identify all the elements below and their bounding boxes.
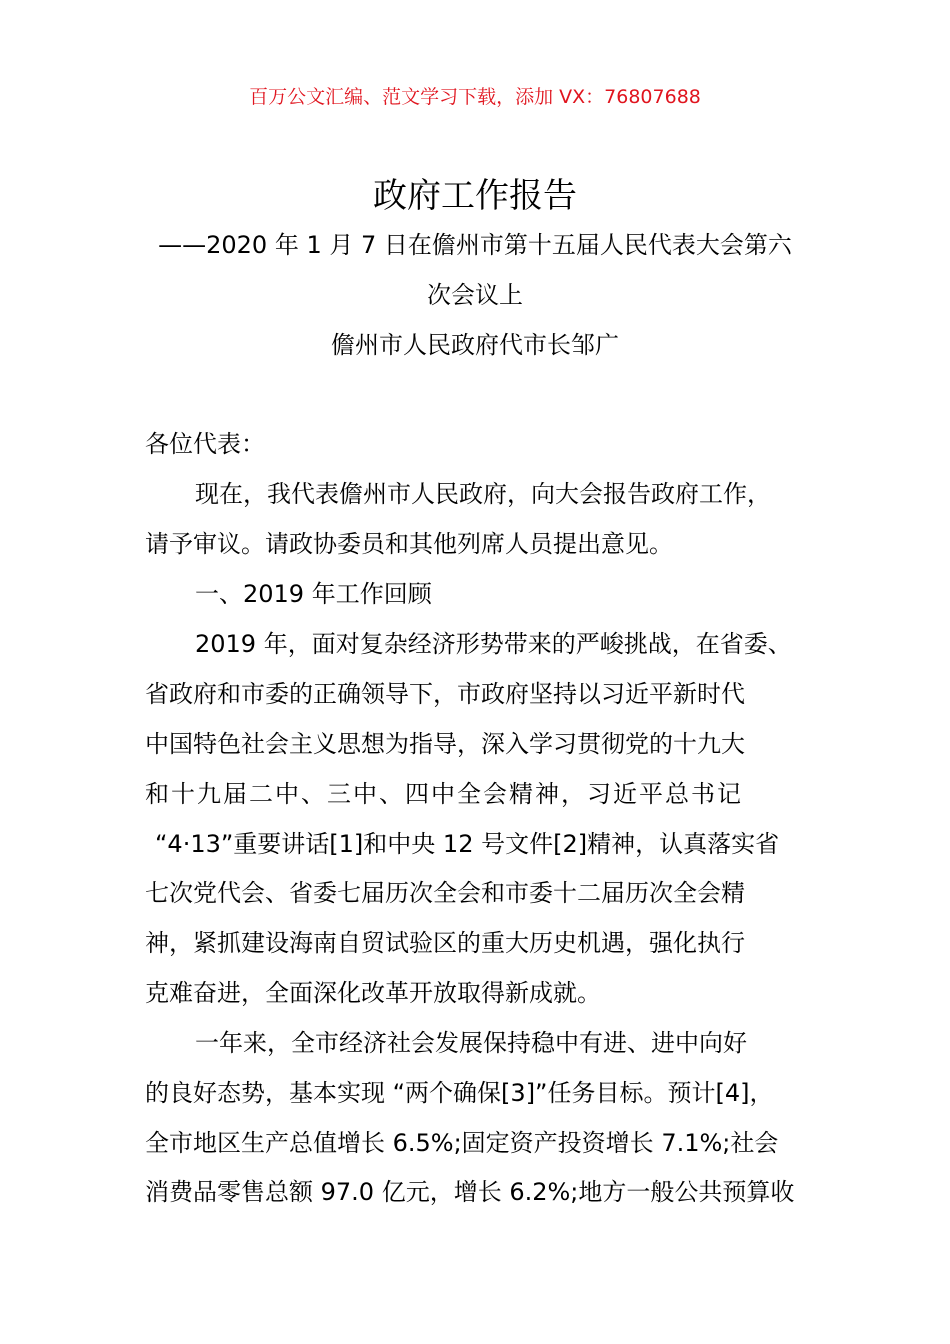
body-line: 消费品零售总额 97.0 亿元，增长 6.2%;地方一般公共预算收 bbox=[145, 1178, 795, 1206]
author-line: 儋州市人民政府代市长邹广 bbox=[331, 331, 619, 359]
body-line: 全市地区生产总值增长 6.5%;固定资产投资增长 7.1%;社会 bbox=[145, 1129, 779, 1157]
body-line: 中国特色社会主义思想为指导，深入学习贯彻党的十九大 bbox=[145, 730, 745, 758]
body-line: 请予审议。请政协委员和其他列席人员提出意见。 bbox=[145, 530, 673, 558]
section-heading: 一、2019 年工作回顾 bbox=[195, 580, 432, 608]
document-title: 政府工作报告 bbox=[373, 176, 577, 216]
subtitle-line: 次会议上 bbox=[427, 281, 523, 309]
body-line: “4·13”重要讲话[1]和中央 12 号文件[2]精神，认真落实省 bbox=[155, 830, 780, 858]
body-line: 的良好态势，基本实现 “两个确保[3]”任务目标。预计[4]， bbox=[145, 1079, 774, 1107]
body-line: 神，紧抓建设海南自贸试验区的重大历史机遇，强化执行 bbox=[145, 929, 745, 957]
body-line: 一年来，全市经济社会发展保持稳中有进、进中向好 bbox=[195, 1029, 747, 1057]
body-line: 省政府和市委的正确领导下，市政府坚持以习近平新时代 bbox=[145, 680, 745, 708]
subtitle-line: ——2020 年 1 月 7 日在儋州市第十五届人民代表大会第六 bbox=[158, 231, 792, 259]
body-line: 2019 年，面对复杂经济形势带来的严峻挑战，在省委、 bbox=[195, 630, 792, 658]
body-line: 克难奋进，全面深化改革开放取得新成就。 bbox=[145, 979, 601, 1007]
body-line: 现在，我代表儋州市人民政府，向大会报告政府工作， bbox=[195, 480, 771, 508]
download-notice: 百万公文汇编、范文学习下载，添加 VX：76807688 bbox=[249, 86, 701, 108]
body-line: 七次党代会、省委七届历次全会和市委十二届历次全会精 bbox=[145, 879, 745, 907]
body-line: 和十九届二中、三中、四中全会精神，习近平总书记 bbox=[145, 780, 743, 808]
salutation: 各位代表： bbox=[145, 430, 265, 458]
